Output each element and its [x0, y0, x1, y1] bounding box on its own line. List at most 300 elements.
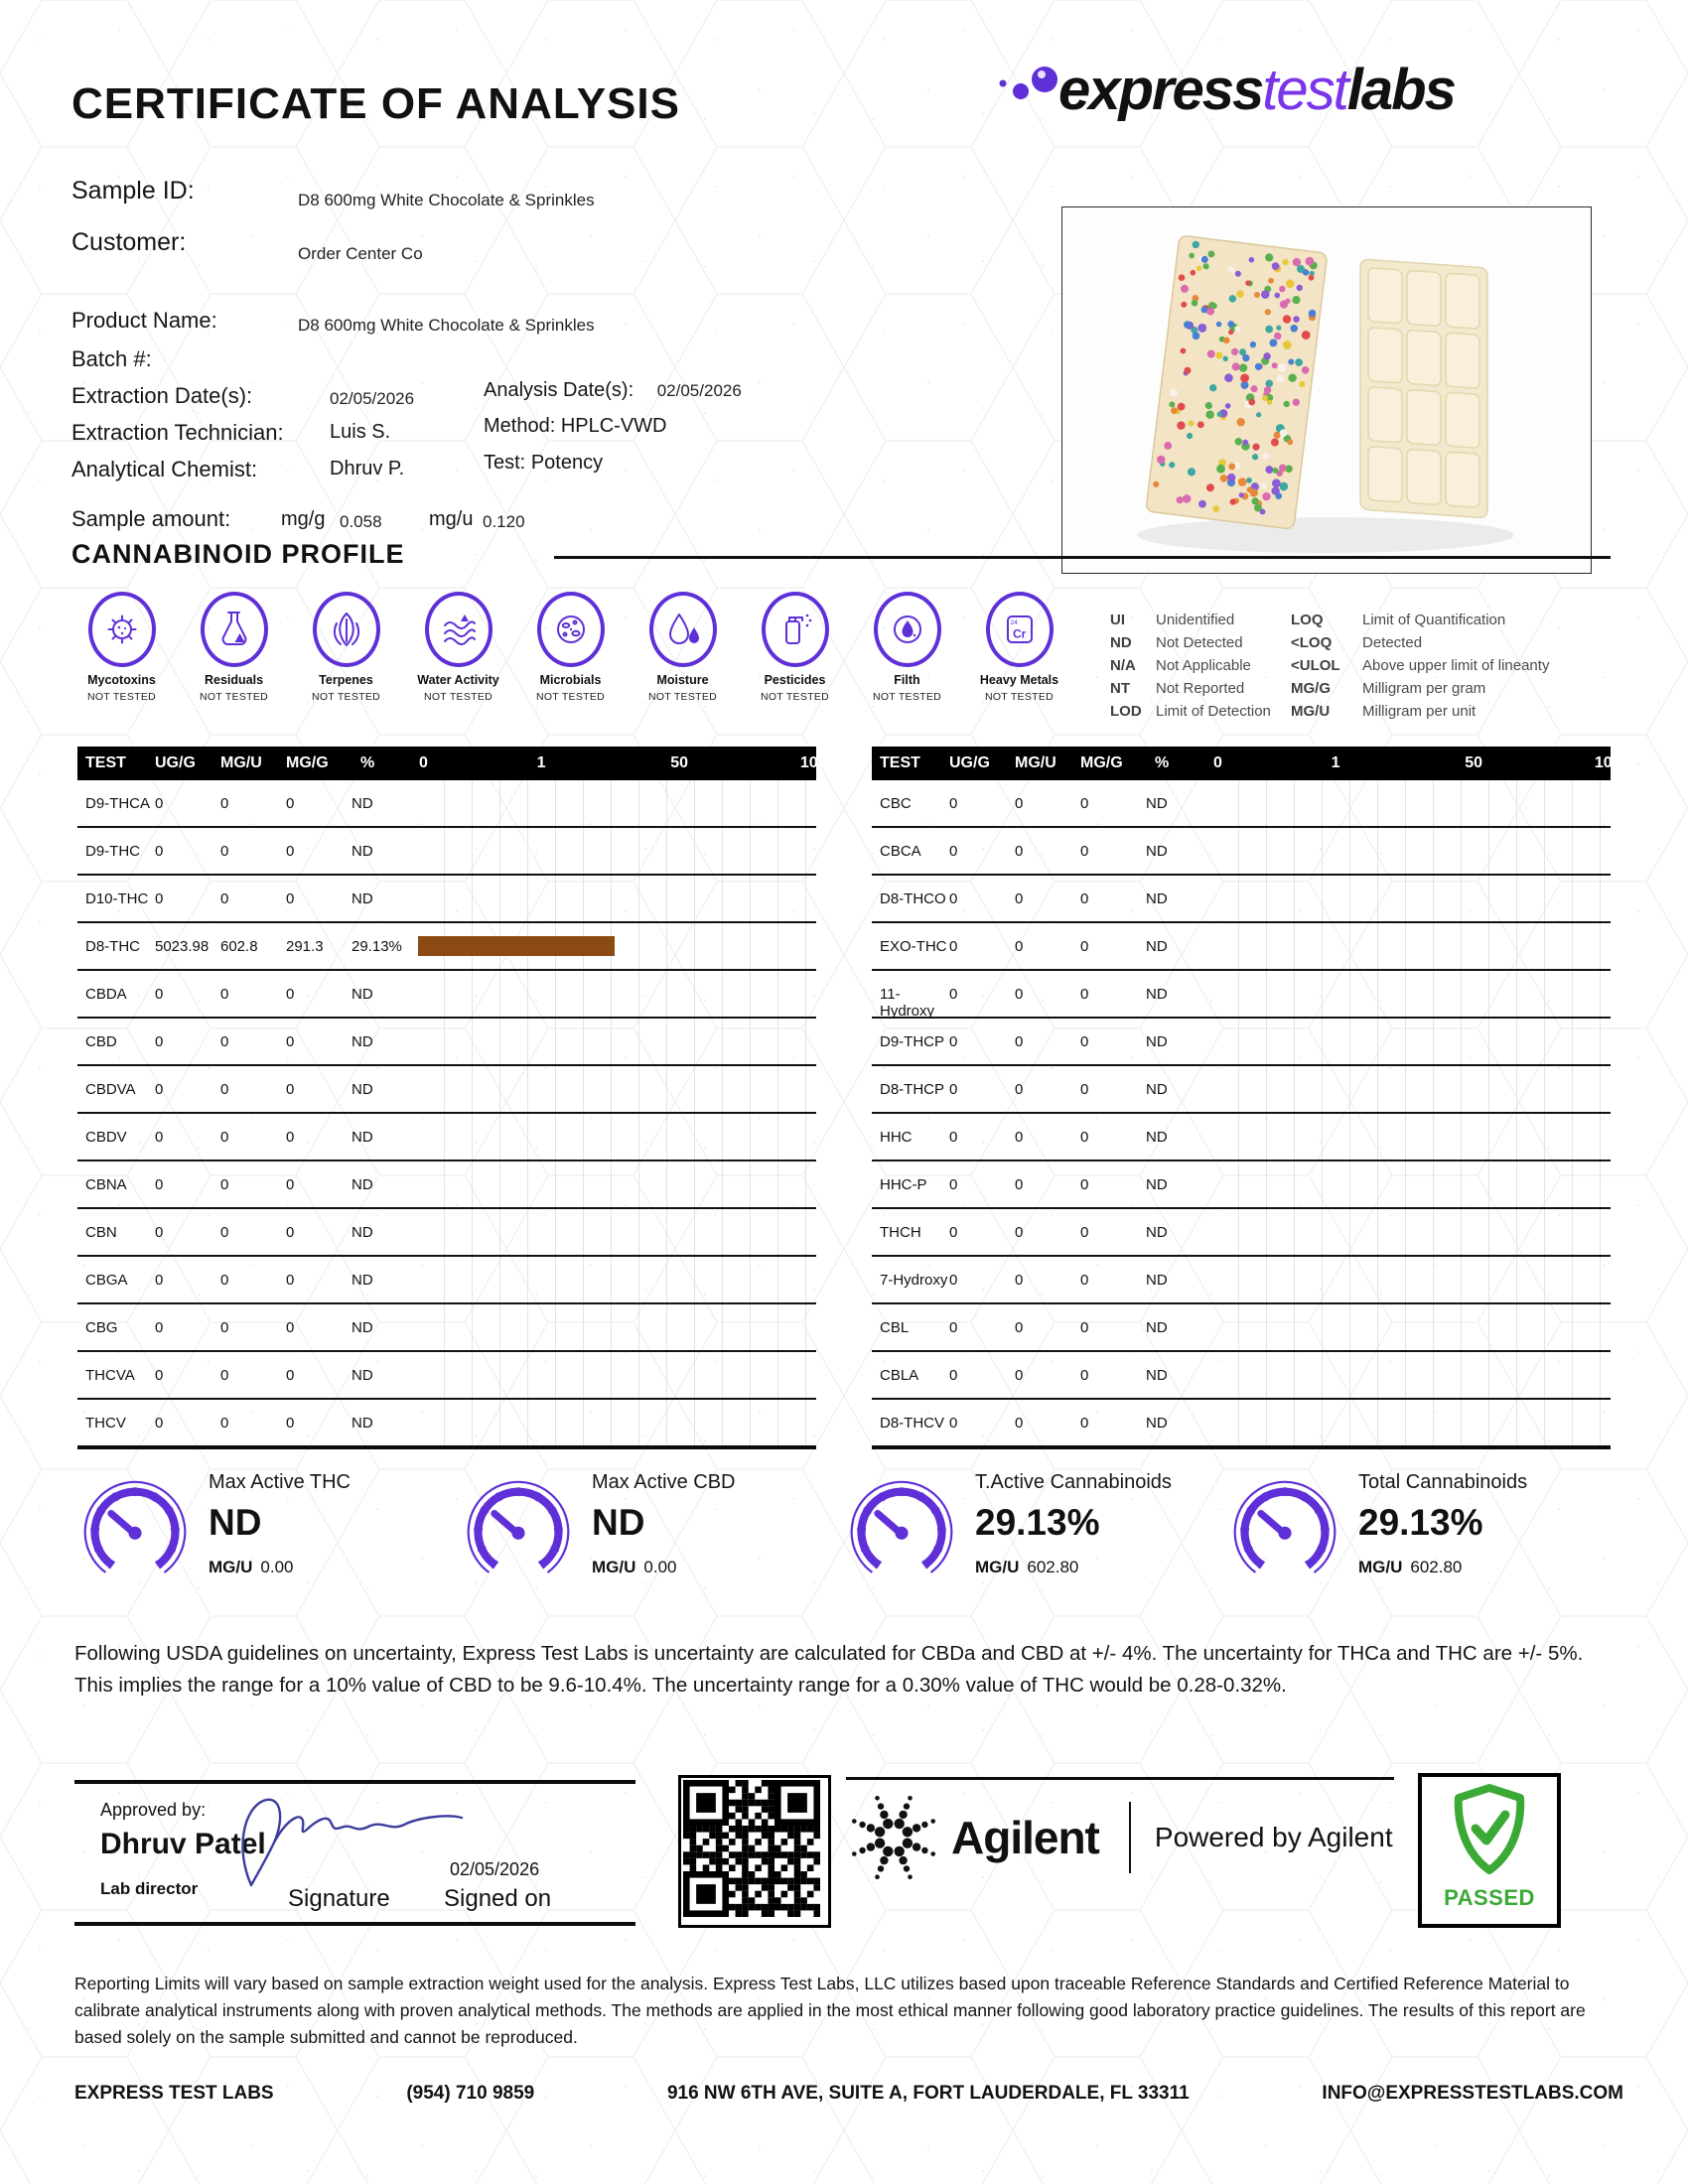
table-cell: ND: [352, 795, 373, 812]
qr-code: [678, 1775, 831, 1928]
table-cell: 0: [1015, 986, 1024, 1003]
agilent-tagline: Powered by Agilent: [1154, 1822, 1393, 1852]
table-row: [872, 923, 1611, 971]
table-cell: ND: [1146, 1415, 1168, 1432]
legend-def: Milligram per gram: [1362, 680, 1486, 697]
table-cell: ND: [352, 1033, 373, 1050]
residuals-icon: [201, 592, 268, 667]
gauge-title: Max Active THC: [209, 1471, 351, 1493]
table-row: [872, 1066, 1611, 1114]
table-cell: 0: [286, 1272, 295, 1289]
footer-bar: [74, 2083, 1623, 2105]
column-header: MG/G: [286, 754, 329, 771]
gauge-unit-label: MG/U: [1358, 1558, 1403, 1576]
gauge: [844, 1469, 1227, 1595]
table-cell: D8-THC: [85, 938, 140, 955]
table-header: [77, 747, 827, 780]
table-cell: 0: [1080, 843, 1089, 860]
method-label: Method:: [484, 415, 556, 437]
legend-abbr: N/A: [1110, 657, 1136, 674]
table-row: [872, 1114, 1611, 1161]
table-cell: 0: [155, 1224, 164, 1241]
table-row: [77, 1019, 816, 1066]
table-cell: ND: [352, 1319, 373, 1336]
table-cell: 0: [286, 1319, 295, 1336]
legend-abbr: MG/G: [1291, 680, 1331, 697]
column-header: TEST: [880, 754, 920, 771]
mycotoxins-icon: [88, 592, 156, 667]
table-cell: 0: [286, 1415, 295, 1432]
table-cell: 0: [949, 1176, 958, 1193]
gauge-text: [592, 1469, 735, 1595]
row-bar-chart: [417, 1257, 816, 1302]
row-bar-chart: [417, 1209, 816, 1255]
sample-amount-label: Sample amount:: [71, 506, 231, 531]
gauge-value: 29.13%: [975, 1502, 1100, 1543]
table-row: [872, 1019, 1611, 1066]
legend-entry: [1110, 657, 1271, 674]
table-cell: 0: [155, 986, 164, 1003]
legend-abbr: LOQ: [1291, 612, 1324, 628]
extraction-tech-value: Luis S.: [330, 421, 391, 443]
table-cell: ND: [1146, 1367, 1168, 1384]
table-row: [77, 1352, 816, 1400]
heavy-metals-icon: [986, 592, 1054, 667]
sample-id-label: Sample ID:: [71, 177, 195, 205]
row-bar-chart: [417, 923, 816, 969]
extraction-date-label: Extraction Date(s):: [71, 383, 253, 408]
footer-phone: (954) 710 9859: [406, 2083, 535, 2104]
signed-on-label: Signed on: [444, 1885, 552, 1912]
table-cell: 0: [949, 795, 958, 812]
table-cell: 0: [949, 1319, 958, 1336]
product-photo: [1061, 206, 1592, 574]
gauge-text: [209, 1469, 351, 1595]
table-row: [77, 1114, 816, 1161]
table-cell: ND: [1146, 1272, 1168, 1289]
test-label: Test:: [484, 452, 526, 474]
table-row: [77, 1161, 816, 1209]
row-bar-chart: [1211, 1019, 1611, 1064]
screen-item: [402, 592, 514, 703]
screen-item: [627, 592, 739, 703]
table-cell: 0: [155, 1367, 164, 1384]
table-header: [872, 747, 1621, 780]
table-cell: EXO-THC: [880, 938, 947, 955]
table-cell: 0: [220, 1367, 229, 1384]
legend-def: Milligram per unit: [1362, 703, 1477, 720]
table-cell: 0: [1080, 1176, 1089, 1193]
cannabinoid-table-left: [77, 747, 827, 1449]
axis-tick: 100: [1594, 754, 1621, 771]
table-cell: 0: [286, 795, 295, 812]
legend-entry: [1291, 657, 1549, 674]
table-cell: 0: [220, 1176, 229, 1193]
table-cell: 0: [155, 1415, 164, 1432]
axis-tick: 50: [1465, 754, 1483, 771]
column-header: UG/G: [155, 754, 196, 771]
table-cell: 0: [220, 843, 229, 860]
table-cell: 0: [286, 1176, 295, 1193]
gauges-row: [77, 1469, 1611, 1595]
brand-logo: [993, 58, 1455, 122]
test-value: Potency: [530, 452, 604, 474]
table-cell: 0: [949, 1367, 958, 1384]
table-cell: 0: [1080, 1224, 1089, 1241]
table-cell: 0: [949, 843, 958, 860]
gauge: [77, 1469, 461, 1595]
row-bar-chart: [417, 1066, 816, 1112]
section-rule: [554, 556, 1611, 559]
row-bar-chart: [417, 828, 816, 874]
table-cell: THCH: [880, 1224, 921, 1241]
table-cell: 0: [1015, 890, 1024, 907]
axis-tick: 1: [536, 754, 546, 771]
table-cell: 0: [949, 1224, 958, 1241]
table-cell: 0: [949, 1272, 958, 1289]
screen-item: [66, 592, 178, 703]
gauge-unit: MG/U 0.00: [592, 1558, 677, 1576]
table-row: [872, 1257, 1611, 1304]
table-cell: 0: [220, 890, 229, 907]
signature-image: [223, 1788, 482, 1897]
gauge-unit: MG/U 0.00: [209, 1558, 294, 1576]
gauge-unit-label: MG/U: [975, 1558, 1020, 1576]
uncertainty-note: Following USDA guidelines on uncertainty, Express Test Labs is uncertainty are calculated for CBDa and CBD at +/- 4%. The uncertainty for THCa and THC are +/- 5%. This implies the range for a 10% value of CBD to be 9.6-10.4%. The uncertainty range for a 0.30% value of THC would be 0.28-0.32%.: [74, 1642, 1584, 1697]
table-cell: 5023.98: [155, 938, 210, 955]
brand-labs: labs: [1346, 58, 1455, 122]
water-activity-icon: [425, 592, 492, 667]
gauge-text: [1358, 1469, 1527, 1595]
table-cell: ND: [1146, 1033, 1168, 1050]
gauge-text: [975, 1469, 1172, 1595]
table-cell: CBD: [85, 1033, 117, 1050]
screen-item: [963, 592, 1075, 703]
table-row: [77, 923, 816, 971]
table-row: [77, 1400, 816, 1449]
signed-date: 02/05/2026: [450, 1859, 540, 1879]
pesticides-icon: [762, 592, 829, 667]
legend-abbr: MG/U: [1291, 703, 1331, 720]
batch-label: Batch #:: [71, 346, 152, 371]
axis-tick: 100: [799, 754, 827, 771]
table-cell: D8-THCV: [880, 1415, 945, 1432]
table-row: [77, 1304, 816, 1352]
row-bar-chart: [417, 1114, 816, 1160]
legend-entry: [1291, 680, 1549, 697]
screen-label: Heavy Metals: [979, 673, 1059, 687]
table-cell: 291.3: [286, 938, 324, 955]
legend-def: Unidentified: [1156, 612, 1235, 628]
screen-item: [290, 592, 402, 703]
table-row: [872, 828, 1611, 876]
logo-bubbles-icon: [993, 62, 1058, 119]
legend-entry: [1110, 634, 1271, 651]
gauge-icon: [77, 1469, 193, 1595]
column-header: MG/G: [1080, 754, 1123, 771]
table-cell: 0: [1015, 795, 1024, 812]
table-cell: 0: [286, 843, 295, 860]
footer-company: EXPRESS TEST LABS: [74, 2083, 274, 2104]
row-bar-chart: [1211, 1209, 1611, 1255]
analysis-date-value: 02/05/2026: [656, 381, 742, 400]
screen-status: NOT TESTED: [199, 691, 269, 703]
chemist-label: Analytical Chemist:: [71, 457, 258, 481]
gauge: [461, 1469, 844, 1595]
table-cell: ND: [1146, 795, 1168, 812]
passed-badge: [1418, 1773, 1561, 1928]
legend-def: Not Detected: [1156, 634, 1243, 651]
analysis-date-label: Analysis Date(s):: [484, 379, 634, 401]
row-bar-chart: [1211, 1400, 1611, 1445]
table-cell: 0: [220, 795, 229, 812]
microbials-icon: [537, 592, 605, 667]
agilent-divider: [1129, 1802, 1131, 1873]
mg-u-value: 0.120: [483, 512, 525, 531]
row-bar-chart: [1211, 923, 1611, 969]
row-bar-chart: [1211, 1114, 1611, 1160]
table-cell: 0: [1080, 1367, 1089, 1384]
table-cell: 0: [155, 890, 164, 907]
svg-text:Cr: Cr: [1012, 626, 1026, 641]
table-cell: 0: [155, 1129, 164, 1146]
terpenes-icon: [313, 592, 380, 667]
table-cell: 0: [949, 938, 958, 955]
disclaimer-text: Reporting Limits will vary based on sample extraction weight used for the analysis. Express Test Labs, LLC utilizes based upon traceable Reference Standards and Certified Reference Material to calibrate analytical instruments along with proven analytical methods. The methods are applied in the most ethical manner following good laboratory practice guidelines. The results of this report are based solely on the sample submitted and cannot be reproduced.: [74, 1974, 1586, 2048]
extraction-date-value: 02/05/2026: [330, 389, 415, 408]
table-cell: ND: [352, 1081, 373, 1098]
table-cell: 0: [1080, 986, 1089, 1003]
table-row: [872, 1304, 1611, 1352]
table-cell: 0: [155, 1081, 164, 1098]
customer-label: Customer:: [71, 228, 187, 256]
screen-label: Pesticides: [764, 673, 826, 687]
table-cell: 0: [155, 1319, 164, 1336]
table-cell: CBC: [880, 795, 912, 812]
screen-label: Moisture: [656, 673, 709, 687]
passed-shield-icon: [1447, 1783, 1532, 1878]
screen-status: NOT TESTED: [760, 691, 830, 703]
screen-label: Terpenes: [319, 673, 373, 687]
gauge-value: 29.13%: [1358, 1502, 1483, 1543]
legend-def: Not Reported: [1156, 680, 1245, 697]
legend-def: Detected: [1362, 634, 1423, 651]
gauge-unit-label: MG/U: [209, 1558, 253, 1576]
table-cell: ND: [352, 890, 373, 907]
table-cell: 0: [286, 986, 295, 1003]
table-cell: CBDVA: [85, 1081, 136, 1098]
analysis-date-row: [484, 379, 742, 402]
gauge-unit-label: MG/U: [592, 1558, 636, 1576]
table-cell: 0: [286, 890, 295, 907]
mg-u-label: mg/u: [429, 508, 474, 530]
table-cell: ND: [352, 1415, 373, 1432]
approved-by-label: Approved by:: [100, 1800, 207, 1820]
table-cell: 0: [1015, 1224, 1024, 1241]
mg-g-label: mg/g: [281, 508, 326, 530]
table-cell: ND: [352, 1224, 373, 1241]
table-cell: 0: [1080, 1319, 1089, 1336]
product-photo-art: [1062, 207, 1589, 571]
legend-entry: [1110, 703, 1271, 720]
axis-tick: 0: [419, 754, 428, 771]
legend-abbr: LOD: [1110, 703, 1142, 720]
table-cell: ND: [352, 1176, 373, 1193]
table-cell: ND: [1146, 1081, 1168, 1098]
table-cell: CBDA: [85, 986, 127, 1003]
axis-tick: 1: [1331, 754, 1340, 771]
potency-bar: [418, 936, 615, 956]
table-cell: 11-Hydroxy: [880, 986, 935, 1020]
table-cell: ND: [1146, 890, 1168, 907]
table-cell: ND: [1146, 986, 1168, 1003]
table-cell: 0: [220, 1081, 229, 1098]
row-bar-chart: [417, 1161, 816, 1207]
axis-tick: 0: [1213, 754, 1222, 771]
legend-entry: [1291, 703, 1549, 720]
table-cell: ND: [352, 1129, 373, 1146]
table-cell: 0: [155, 795, 164, 812]
table-cell: 0: [1015, 938, 1024, 955]
row-bar-chart: [417, 780, 816, 826]
row-bar-chart: [1211, 1066, 1611, 1112]
table-cell: 0: [155, 843, 164, 860]
table-cell: 0: [1080, 1415, 1089, 1432]
table-cell: ND: [352, 1367, 373, 1384]
column-header: UG/G: [949, 754, 990, 771]
column-header: MG/U: [1015, 754, 1056, 771]
legend-abbr: NT: [1110, 680, 1130, 697]
screen-label: Water Activity: [417, 673, 499, 687]
table-cell: 0: [1080, 1081, 1089, 1098]
table-cell: 0: [949, 1129, 958, 1146]
table-cell: 0: [286, 1129, 295, 1146]
table-cell: CBGA: [85, 1272, 128, 1289]
table-cell: 0: [1015, 1319, 1024, 1336]
table-cell: ND: [1146, 938, 1168, 955]
customer-value: Order Center Co: [298, 244, 423, 263]
table-cell: 0: [949, 890, 958, 907]
table-cell: 0: [220, 1033, 229, 1050]
signature-label: Signature: [288, 1885, 390, 1912]
table-cell: 29.13%: [352, 938, 402, 955]
table-cell: 0: [1080, 890, 1089, 907]
table-cell: CBL: [880, 1319, 910, 1336]
table-cell: 0: [1080, 795, 1089, 812]
gauge-icon: [844, 1469, 959, 1595]
table-cell: ND: [1146, 1176, 1168, 1193]
row-bar-chart: [417, 876, 816, 921]
table-cell: ND: [352, 1272, 373, 1289]
table-row: [872, 876, 1611, 923]
passed-label: PASSED: [1444, 1885, 1535, 1910]
table-cell: 0: [286, 1033, 295, 1050]
gauge-title: Total Cannabinoids: [1358, 1471, 1528, 1493]
screens-row: [66, 592, 1075, 703]
screen-item: [739, 592, 851, 703]
table-cell: D8-THCP: [880, 1081, 945, 1098]
table-cell: 7-Hydroxy: [880, 1272, 948, 1289]
brand-test: test: [1262, 58, 1347, 122]
row-bar-chart: [1211, 1161, 1611, 1207]
screen-status: NOT TESTED: [311, 691, 381, 703]
table-cell: D8-THCO: [880, 890, 946, 907]
table-row: [77, 828, 816, 876]
screen-label: Microbials: [539, 673, 602, 687]
screen-item: [178, 592, 290, 703]
agilent-block: [846, 1777, 1394, 1885]
mg-g-value: 0.058: [340, 512, 382, 531]
row-bar-chart: [1211, 876, 1611, 921]
filth-icon: [874, 592, 941, 667]
method-row: [484, 415, 667, 438]
legend-entry: [1291, 612, 1549, 628]
table-cell: CBG: [85, 1319, 118, 1336]
table-row: [872, 780, 1611, 828]
legend-def: Not Applicable: [1156, 657, 1251, 674]
row-bar-chart: [417, 1019, 816, 1064]
table-cell: 0: [949, 1081, 958, 1098]
legend-abbr: <LOQ: [1291, 634, 1333, 651]
legend-entry: [1291, 634, 1549, 651]
agilent-name: Agilent: [951, 1812, 1099, 1863]
row-bar-chart: [417, 1400, 816, 1445]
table-cell: 0: [1080, 1129, 1089, 1146]
row-bar-chart: [1211, 780, 1611, 826]
screen-status: NOT TESTED: [984, 691, 1055, 703]
row-bar-chart: [417, 1304, 816, 1350]
chemist-value: Dhruv P.: [330, 458, 405, 479]
gauge: [1227, 1469, 1611, 1595]
column-header: TEST: [85, 754, 126, 771]
approver-name: Dhruv Patel: [100, 1828, 266, 1860]
table-cell: ND: [1146, 843, 1168, 860]
table-cell: ND: [1146, 1319, 1168, 1336]
table-row: [872, 1161, 1611, 1209]
table-cell: 0: [1080, 938, 1089, 955]
legend-entry: [1110, 612, 1271, 628]
gauge-value: ND: [209, 1502, 262, 1543]
table-cell: 0: [220, 1224, 229, 1241]
table-cell: 0: [286, 1081, 295, 1098]
table-row: [872, 1209, 1611, 1257]
table-cell: ND: [1146, 1129, 1168, 1146]
legend-def: Above upper limit of lineanty: [1362, 657, 1550, 674]
screen-item: [851, 592, 963, 703]
gauge-title: T.Active Cannabinoids: [975, 1471, 1172, 1493]
table-cell: 0: [1015, 1415, 1024, 1432]
screen-status: NOT TESTED: [872, 691, 942, 703]
table-cell: 0: [220, 1272, 229, 1289]
table-cell: 0: [220, 1319, 229, 1336]
table-cell: 0: [949, 986, 958, 1003]
table-cell: 0: [1015, 1129, 1024, 1146]
table-row: [77, 780, 816, 828]
table-cell: 0: [1015, 1367, 1024, 1384]
table-cell: 0: [286, 1367, 295, 1384]
table-cell: D9-THCA: [85, 795, 151, 812]
table-cell: CBNA: [85, 1176, 127, 1193]
table-row: [77, 971, 816, 1019]
gauge-value: ND: [592, 1502, 645, 1543]
row-bar-chart: [1211, 1304, 1611, 1350]
gauge-icon: [461, 1469, 576, 1595]
gauge-title: Max Active CBD: [592, 1471, 736, 1493]
table-cell: CBCA: [880, 843, 921, 860]
legend-def: Limit of Quantification: [1362, 612, 1506, 628]
gauge-unit: MG/U 602.80: [975, 1558, 1079, 1576]
brand-express: express: [1058, 58, 1263, 122]
